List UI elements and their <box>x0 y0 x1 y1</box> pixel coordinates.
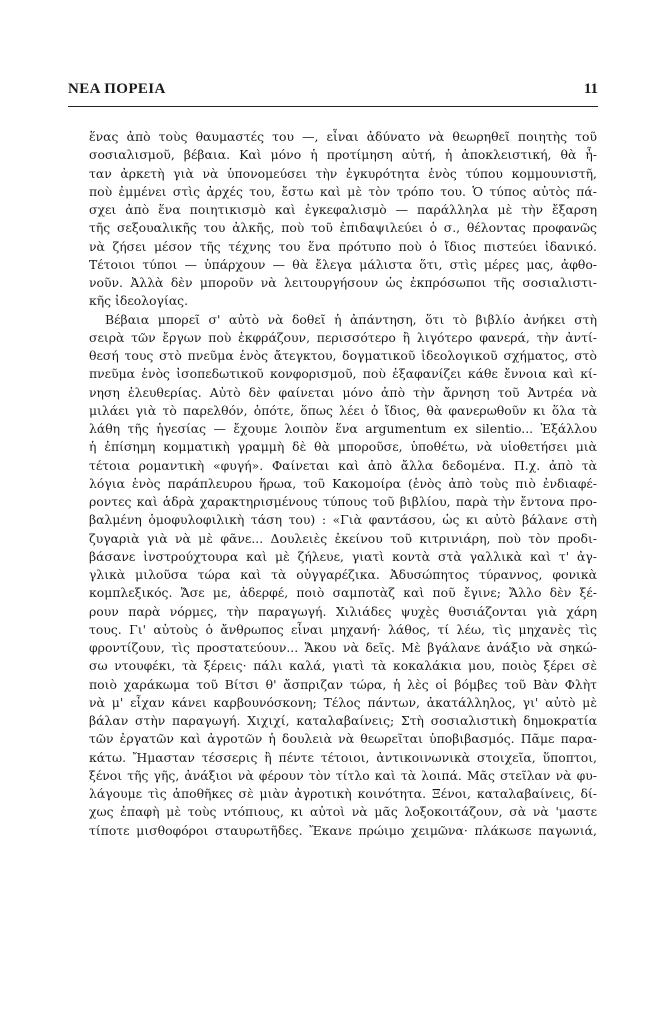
text-line: ρουν παρὰ νόρμες, τὴν παραγωγή. Χιλιάδες ψυχὲς θυσιάζονται γιὰ χάρη <box>89 603 597 619</box>
body-text <box>89 128 597 840</box>
text-line: ἡ ἐπίσημη κομματικὴ γραμμὴ δὲ θὰ μποροῦσε, ὑποθέτω, νὰ υἱοθετήσει μιὰ <box>89 439 597 455</box>
text-line: κομπλεξικός. Ἄσε με, ἀδερφέ, ποιὸ σαμποτὰζ καὶ ποῦ ἔγινε; Ἄλλο δὲν ξέ- <box>89 585 597 601</box>
text-line: ποὺ ἐμμένει στὶς ἀρχές του, ἔστω καὶ μὲ τὸν τρόπο του. Ὁ τύπος αὐτὸς πά- <box>89 183 597 199</box>
text-line: τίποτε μισθοφόροι σταυρωτῆδες. Ἔκανε πρώιμο χειμῶνα· πλάκωσε παγωνιά, <box>89 822 597 838</box>
text-line: τῶν ἐργατῶν καὶ ἀγροτῶν ἡ δουλειὰ νὰ θεωρεῖται ὑποβιβασμός. Πᾶμε παρα- <box>89 731 597 747</box>
text-line: λάγουμε τὶς ἀποθῆκες σὲ μιὰν ἀγροτικὴ κοινότητα. Ξένοι, καταλαβαίνεις, δί- <box>89 786 597 801</box>
text-line: βάλαν στὴν παραγωγή. Χιχιχί, καταλαβαίνεις; Στὴ σοσιαλιστικὴ δημοκρατία <box>89 713 597 728</box>
text-line: ζυγαριὰ γιὰ νὰ μὲ φᾶνε... Δουλειὲς ἐκείνου τοῦ κιτρινιάρη, ποὺ τὸν προδι- <box>89 530 597 546</box>
text-line: ταν ἀρκετὴ γιὰ νὰ ὑπονομεύσει τὴν ἐγκυρότητα ἑνὸς τύπου κομμουνιστῆ, <box>89 165 597 181</box>
text-line: πνεῦμα ἑνὸς ἰσοπεδωτικοῦ κονφορισμοῦ, ποὺ ἐξαφανίζει κάθε ἔννοια καὶ κί- <box>89 366 597 382</box>
text-line: χως ἐπαφὴ μὲ τοὺς ντόπιους, κι αὐτοὶ νὰ μᾶς λοξοκοιτάζουν, σὰ νὰ 'μαστε <box>89 804 597 820</box>
text-line: σοσιαλισμοῦ, βέβαια. Καὶ μόνο ἡ προτίμηση αὐτή, ἡ ἀποκλειστική, θὰ ἦ- <box>89 147 597 163</box>
text-line: νηση ἐλευθερίας. Αὐτὸ δὲν φαίνεται μόνο ἀπὸ τὴν ἄρνηση τοῦ Ἀντρέα νὰ <box>89 384 597 400</box>
text-line: τέτοια ρομαντικὴ «φυγή». Φαίνεται καὶ ἀπὸ ἄλλα δεδομένα. Π.χ. ἀπὸ τὰ <box>89 457 597 473</box>
header-rule <box>68 106 598 107</box>
text-line: τῆς σεξουαλικῆς του ἀλκῆς, ποὺ τοῦ ἐπιδαψιλεύει ὁ σ., θέλοντας προφανῶς <box>89 220 597 236</box>
text-line: λόγια ἑνὸς παράπλευρου ἥρωα, τοῦ Κακομοίρα (ἑνὸς ἀπὸ τοὺς πιὸ ἐνδιαφέ- <box>89 475 597 491</box>
text-line: νὰ μ' εἶχαν κάνει καρβουνόσκονη; Τέλος πάντων, ἀκατάλληλος, γι' αὐτὸ μὲ <box>89 694 597 710</box>
text-line: ξένοι τῆς γῆς, ἀνάξιοι νὰ φέρουν τὸν τίτλο καὶ τὰ λοιπά. Μᾶς στεῖλαν νὰ φυ- <box>89 767 597 783</box>
journal-title: ΝΕΑ ΠΟΡΕΙΑ <box>68 81 166 97</box>
text-line: θεσή τους στὸ πνεῦμα ἑνὸς ἄτεγκτου, δογματικοῦ ἰδεολογικοῦ σχήματος, στὸ <box>89 348 597 363</box>
text-line: ἕνας ἀπὸ τοὺς θαυμαστές του —, εἶναι ἀδύνατο νὰ θεωρηθεῖ ποιητὴς τοῦ <box>89 129 597 144</box>
text-line: τους. Γι' αὐτοὺς ὁ ἄνθρωπος εἶναι μηχανή· λάθος, τί λέω, τὶς μηχανὲς τὶς <box>89 621 597 637</box>
text-line: σχει ἀπὸ ἕνα ποιητικισμὸ καὶ ἐγκεφαλισμὸ — παράλληλα μὲ τὴν ἔξαρση <box>89 202 597 217</box>
paragraph-end-line: κῆς ἰδεολογίας. <box>89 293 189 309</box>
text-line: ποιὸ χαράκωμα τοῦ Βίτσι θ' ἄσπριζαν τώρα, ἡ λὲς οἱ βόμβες τοῦ Βὰν Φλὴτ <box>89 676 597 692</box>
text-line: κάτω. Ἤμασταν τέσσερις ἢ πέντε τέτοιοι, ἀντικοινωνικὰ στοιχεῖα, ὕποπτοι, <box>89 749 597 765</box>
text-line: νὰ ζήσει μέσον τῆς τέχνης του ἕνα πρότυπο ποὺ ὁ ἴδιος πιστεύει ἰδανικό. <box>89 238 597 254</box>
text-line: φροντίζουν, τὶς προστατεύουν... Ἄκου νὰ δεῖς. Μὲ βγάλανε ἀνάξιο νὰ σηκώ- <box>89 640 597 655</box>
text-line: νοῦν. Ἀλλὰ δὲν μποροῦν νὰ λειτουργήσουν ὡς ἐκπρόσωποι τῆς σοσιαλιστι- <box>89 275 597 290</box>
text-line: γλικὰ μιλοῦσα τώρα καὶ τὰ οὐγγαρέζικα. Ἀδυσώπητος τύραννος, φονικὰ <box>89 567 597 582</box>
text-line: βάσανε ἰνστρούχτουρα καὶ μὲ ζήλευε, γιατὶ κοντὰ στὰ γαλλικὰ καὶ τ' ἀγ- <box>89 548 597 564</box>
text-line: βαλμένη ὁμοφυλοφιλικὴ τάση του) : «Γιὰ φαντάσου, ὡς κι αὐτὸ βάλανε στὴ <box>89 512 597 528</box>
page-number: 11 <box>583 81 598 97</box>
text-line: μιλάει γιὰ τὸ παρελθόν, ὁπότε, ὅπως λέει ὁ ἴδιος, θὰ φανερωθοῦν κι ὅλα τὰ <box>89 402 597 418</box>
text-line: Τέτοιοι τύποι — ὑπάρχουν — θὰ ἔλεγα μάλιστα ὅτι, στὶς μέρες μας, ἀφθο- <box>89 256 597 272</box>
paragraph-start-line: Βέβαια μπορεῖ σ' αὐτὸ νὰ δοθεῖ ἡ ἀπάντηση, ὅτι τὸ βιβλίο ἀνήκει στὴ <box>105 311 597 327</box>
text-line: σειρὰ τῶν ἔργων ποὺ ἐκφράζουν, περισσότερο ἢ λιγότερο φανερά, τὴν ἀντί- <box>89 329 597 345</box>
text-line: ροντες καὶ ἁδρὰ χαρακτηρισμένους τύπους τοῦ βιβλίου, παρὰ τὴν ἔντονα προ- <box>89 494 597 509</box>
running-head <box>68 81 598 103</box>
text-line: σω ντουφέκι, τὰ ξέρεις· πάλι καλά, γιατὶ τὰ κοκαλάκια μου, ποιὸς ξέρει σὲ <box>89 658 597 674</box>
text-line: λάθη τῆς ἡγεσίας — ἔχουμε λοιπὸν ἕνα argumentum ex silentio... Ἐξάλλου <box>89 421 597 436</box>
